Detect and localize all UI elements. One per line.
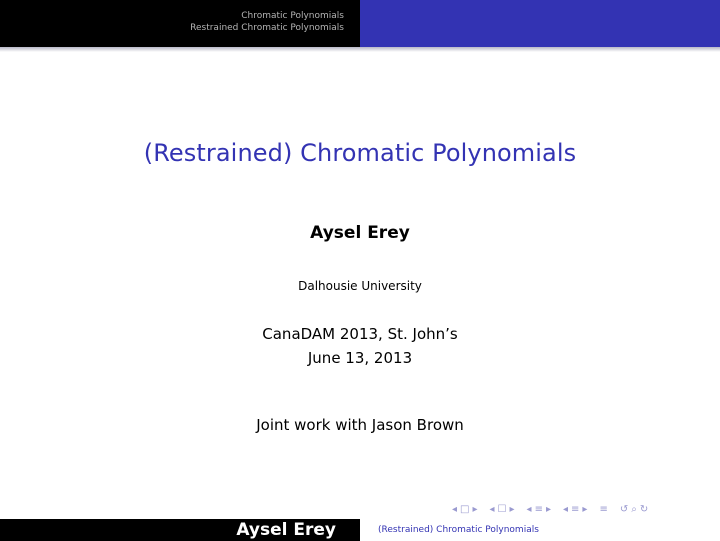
footer-author-panel [0, 519, 360, 541]
nav-section-icon[interactable]: ≡ [534, 504, 543, 515]
slide-date: June 13, 2013 [307, 349, 413, 367]
slide-author: Aysel Erey [310, 223, 410, 243]
section-list [190, 10, 344, 34]
nav-prev-icon[interactable]: ◂ [452, 504, 458, 515]
nav-next-icon[interactable]: ▸ [472, 504, 478, 515]
header-navigation [0, 0, 360, 47]
nav-next-section-icon[interactable]: ▸ [545, 504, 551, 515]
beamer-navigation [452, 503, 657, 517]
nav-part-icon[interactable]: ≡ [571, 504, 580, 515]
nav-subsection-group [490, 503, 515, 517]
footer-bar [0, 519, 720, 541]
footer-title: (Restrained) Chromatic Polynomials [378, 525, 539, 535]
nav-frame-group [452, 503, 478, 517]
slide-institution: Dalhousie University [298, 279, 422, 293]
nav-subsection-icon[interactable]: ☐ [497, 504, 507, 515]
section-link-restrained[interactable]: Restrained Chromatic Polynomials [190, 23, 344, 33]
nav-align-icon[interactable]: ≡ [599, 504, 608, 515]
nav-part-group [563, 503, 587, 517]
nav-prev-subsection-icon[interactable]: ◂ [489, 504, 495, 515]
footer-title-panel [360, 519, 720, 541]
nav-search-icon[interactable]: ↺ [619, 504, 629, 515]
header-accent [360, 0, 720, 47]
header-shadow [0, 47, 720, 52]
nav-search-group [620, 503, 648, 517]
section-link-chromatic[interactable]: Chromatic Polynomials [241, 11, 344, 21]
nav-section-group [527, 503, 551, 517]
slide-title: (Restrained) Chromatic Polynomials [143, 139, 577, 167]
nav-next-subsection-icon[interactable]: ▸ [509, 504, 515, 515]
header-bar [0, 0, 720, 47]
nav-zoom-icon[interactable]: ⌕ [631, 504, 637, 515]
nav-align-group [599, 503, 607, 517]
nav-frame-icon[interactable]: □ [460, 504, 470, 515]
nav-next-part-icon[interactable]: ▸ [582, 504, 588, 515]
nav-prev-section-icon[interactable]: ◂ [526, 504, 532, 515]
slide-joint-work: Joint work with Jason Brown [256, 416, 464, 434]
slide-event: CanaDAM 2013, St. John’s [262, 325, 458, 343]
nav-refresh-icon[interactable]: ↻ [639, 504, 649, 515]
footer-author: Aysel Erey [236, 520, 336, 540]
nav-prev-part-icon[interactable]: ◂ [563, 504, 569, 515]
